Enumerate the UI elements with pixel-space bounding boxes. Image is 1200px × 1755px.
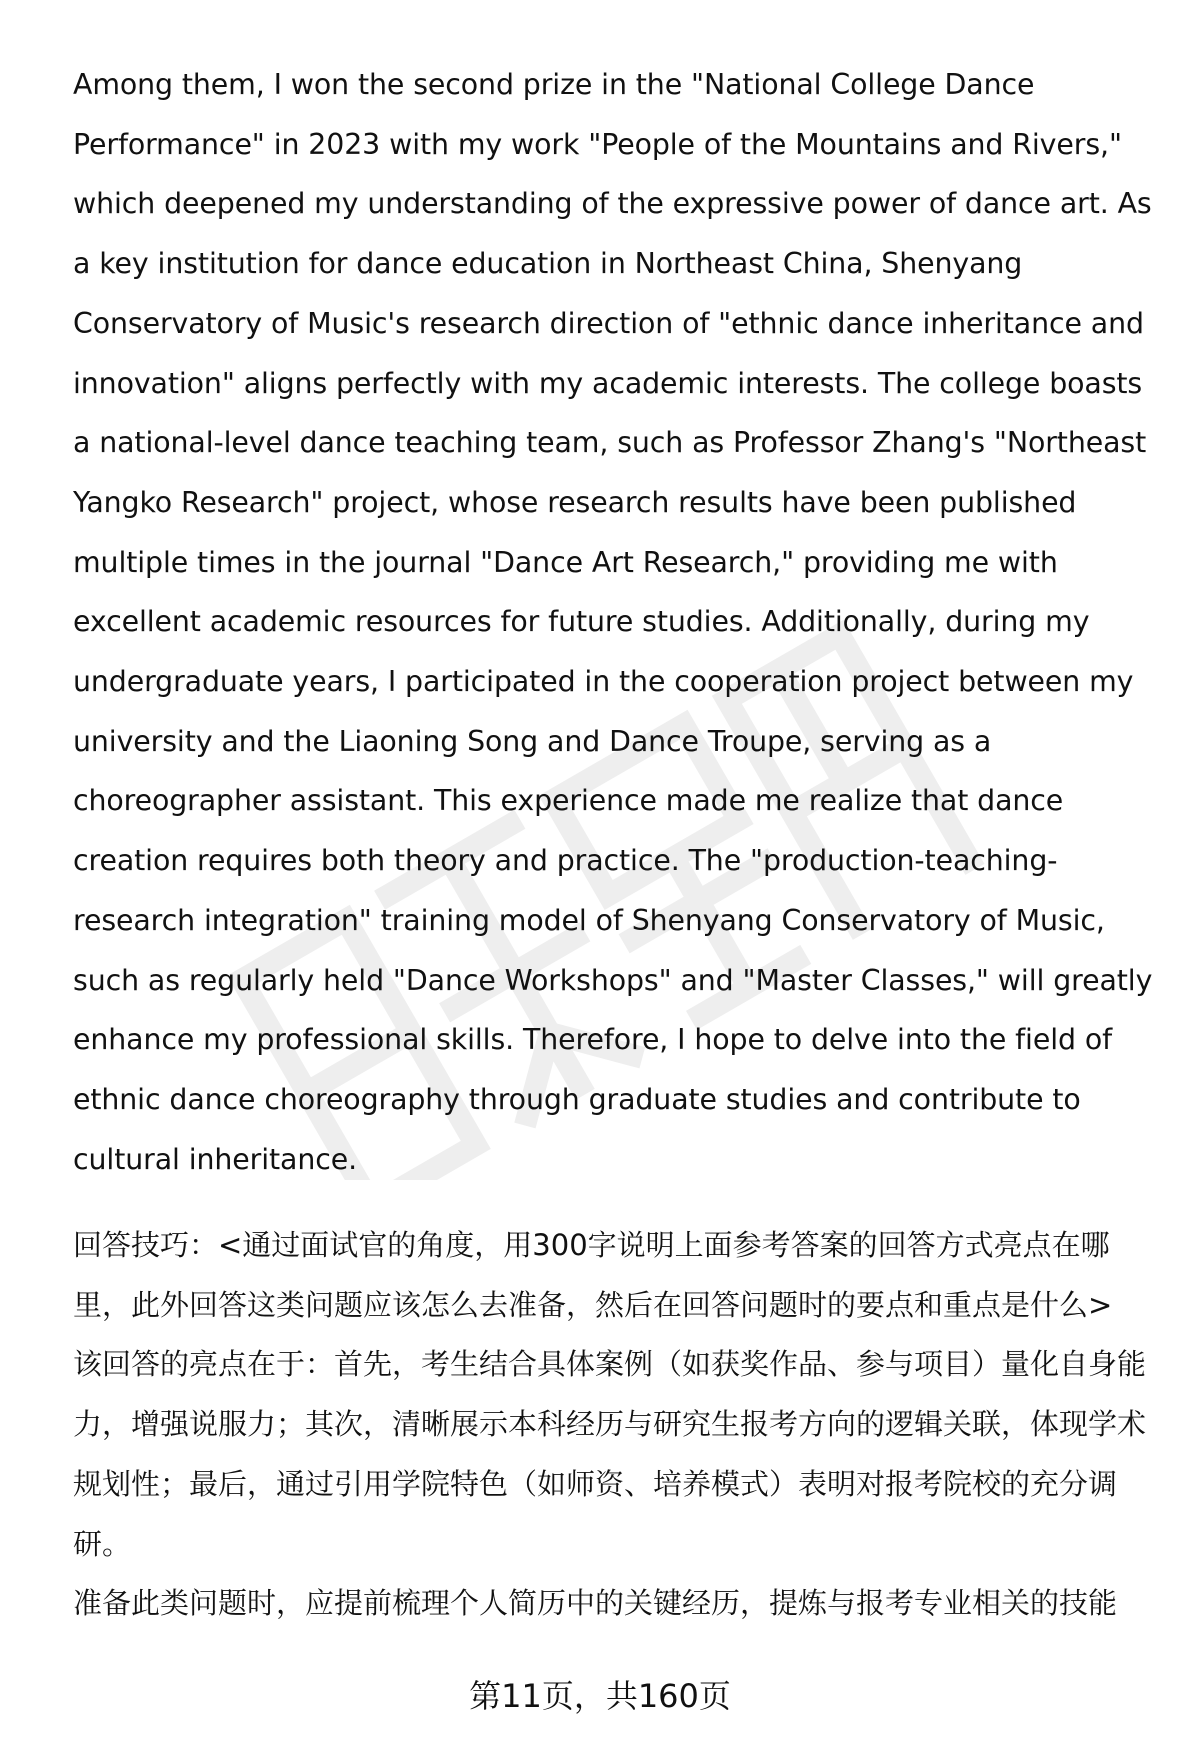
page-number: 第11页，共160页 bbox=[469, 1677, 731, 1715]
answer-tips-section bbox=[73, 1216, 1163, 1634]
highlights-paragraph: 该回答的亮点在于：首先，考生结合具体案例（如获奖作品、参与项目）量化自身能力，增强说服力；其次，清晰展示本科经历与研究生报考方向的逻辑关联，体现学术规划性；最后，通过引用学院特色（如师资、培养模式）表明对报考院校的充分调研。 bbox=[73, 1347, 1147, 1561]
english-paragraph: Among them, I won the second prize in the "National College Dance Performance" in 2023 with my work "People of the Mountains and Rivers," which deepened my understanding of the expressive power of dance art. As a key institution for dance education in Northeast China, Shenyang Conservatory of Music's research direction of "ethnic dance inheritance and innovation" aligns perfectly with my academic interests. The college boasts a national-level dance teaching team, such as Professor Zhang's "Northeast Yangko Research" project, whose research results have been published multiple times in the journal "Dance Art Research," providing me with excellent academic resources for future studies. Additionally, during my undergraduate years, I participated in the cooperation project between my university and the Liaoning Song and Dance Troupe, serving as a choreographer assistant. This experience made me realize that dance creation requires both theory and practice. The "production-teaching-research integration" training model of Shenyang Conservatory of Music, such as regularly held "Dance Workshops" and "Master Classes," will greatly enhance my professional skills. Therefore, I hope to delve into the field of ethnic dance choreography through graduate studies and contribute to cultural inheritance. bbox=[73, 68, 1153, 1176]
preparation-paragraph: 准备此类问题时，应提前梳理个人简历中的关键经历，提炼与报考专业相关的技能 bbox=[73, 1586, 1118, 1621]
tips-heading: 回答技巧：<通过面试官的角度，用300字说明上面参考答案的回答方式亮点在哪里，此外回答这类问题应该怎么去准备，然后在回答问题时的要点和重点是什么> bbox=[73, 1228, 1113, 1322]
